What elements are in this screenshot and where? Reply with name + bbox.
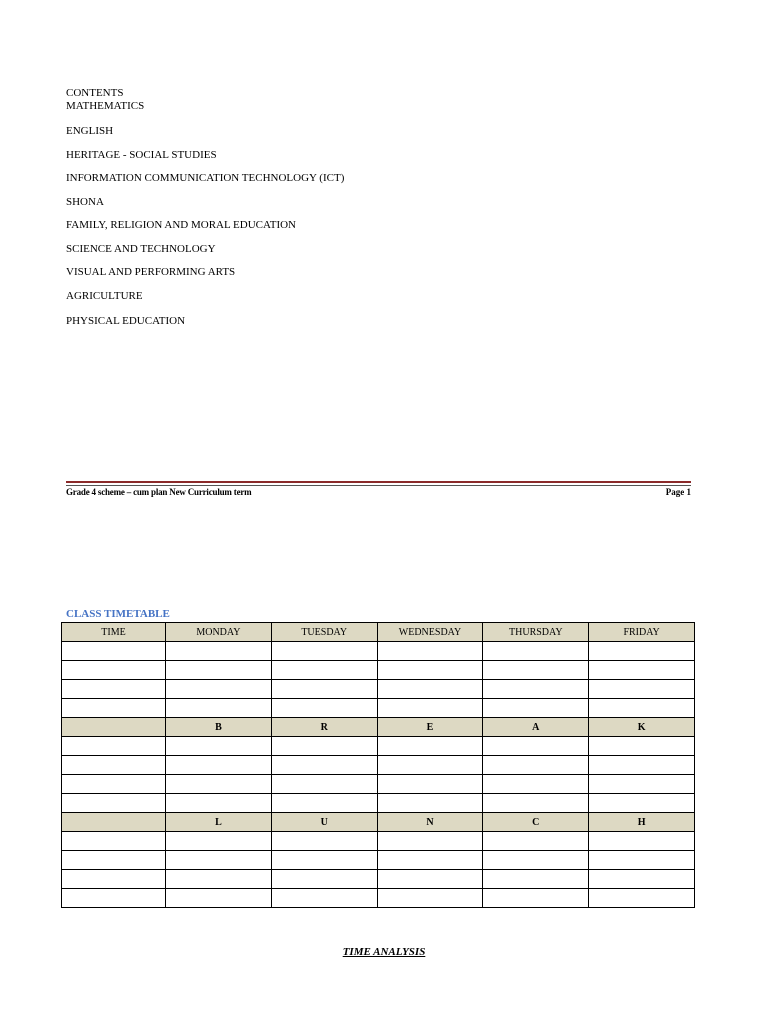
col-header-thursday: THURSDAY — [483, 623, 589, 642]
contents-item-physical-education: PHYSICAL EDUCATION — [66, 315, 186, 327]
footer-text: Grade 4 scheme – cum plan New Curriculum term — [66, 487, 252, 497]
table-cell — [62, 889, 166, 908]
table-cell — [377, 832, 483, 851]
table-cell — [62, 813, 166, 832]
table-cell — [271, 680, 377, 699]
contents-item-mathematics: MATHEMATICS — [66, 100, 145, 112]
table-cell — [589, 832, 695, 851]
lunch-letter: U — [271, 813, 377, 832]
contents-item-science: SCIENCE AND TECHNOLOGY — [66, 243, 216, 255]
lunch-letter: N — [377, 813, 483, 832]
table-cell — [271, 889, 377, 908]
table-cell — [271, 794, 377, 813]
table-row — [62, 889, 695, 908]
table-cell — [166, 756, 272, 775]
table-cell — [271, 642, 377, 661]
table-row — [62, 661, 695, 680]
table-cell — [377, 775, 483, 794]
lunch-letter: L — [166, 813, 272, 832]
contents-item-family-religion: FAMILY, RELIGION AND MORAL EDUCATION — [66, 219, 296, 231]
table-row — [62, 756, 695, 775]
table-row — [62, 832, 695, 851]
table-cell — [271, 870, 377, 889]
table-cell — [166, 832, 272, 851]
contents-item-agriculture: AGRICULTURE — [66, 290, 143, 302]
break-letter: A — [483, 718, 589, 737]
timetable-header-row — [62, 623, 695, 642]
break-letter: K — [589, 718, 695, 737]
table-cell — [589, 737, 695, 756]
table-cell — [589, 851, 695, 870]
table-cell — [377, 851, 483, 870]
table-cell — [589, 642, 695, 661]
table-cell — [166, 680, 272, 699]
table-cell — [62, 756, 166, 775]
table-cell — [166, 642, 272, 661]
col-header-tuesday: TUESDAY — [271, 623, 377, 642]
table-cell — [483, 737, 589, 756]
table-cell — [483, 889, 589, 908]
table-cell — [483, 642, 589, 661]
table-row — [62, 699, 695, 718]
table-cell — [62, 680, 166, 699]
table-cell — [166, 661, 272, 680]
table-cell — [271, 661, 377, 680]
table-cell — [271, 756, 377, 775]
col-header-wednesday: WEDNESDAY — [377, 623, 483, 642]
table-cell — [377, 642, 483, 661]
table-cell — [589, 680, 695, 699]
table-row — [62, 775, 695, 794]
table-cell — [166, 870, 272, 889]
break-letter: E — [377, 718, 483, 737]
table-cell — [271, 699, 377, 718]
timetable-heading: CLASS TIMETABLE — [66, 608, 170, 620]
table-cell — [62, 851, 166, 870]
table-cell — [166, 699, 272, 718]
table-row — [62, 794, 695, 813]
table-cell — [166, 737, 272, 756]
table-row — [62, 642, 695, 661]
footer-rule-thin — [66, 485, 691, 486]
table-cell — [589, 889, 695, 908]
contents-item-shona: SHONA — [66, 196, 104, 208]
table-cell — [483, 661, 589, 680]
table-row — [62, 870, 695, 889]
table-cell — [483, 870, 589, 889]
table-cell — [589, 661, 695, 680]
lunch-letter: H — [589, 813, 695, 832]
table-cell — [271, 775, 377, 794]
lunch-letter: C — [483, 813, 589, 832]
table-cell — [62, 775, 166, 794]
time-analysis-heading: TIME ANALYSIS — [342, 946, 426, 958]
break-row — [62, 718, 695, 737]
table-cell — [271, 832, 377, 851]
footer-rule — [66, 481, 691, 483]
table-row — [62, 737, 695, 756]
table-cell — [377, 889, 483, 908]
contents-item-heritage: HERITAGE - SOCIAL STUDIES — [66, 149, 217, 161]
contents-item-ict: INFORMATION COMMUNICATION TECHNOLOGY (ICT) — [66, 172, 345, 184]
break-letter: R — [271, 718, 377, 737]
table-cell — [166, 794, 272, 813]
table-cell — [589, 756, 695, 775]
table-cell — [271, 737, 377, 756]
table-cell — [589, 775, 695, 794]
table-cell — [377, 699, 483, 718]
table-cell — [62, 870, 166, 889]
table-cell — [377, 870, 483, 889]
lunch-row — [62, 813, 695, 832]
col-header-monday: MONDAY — [166, 623, 272, 642]
table-row — [62, 851, 695, 870]
table-cell — [62, 642, 166, 661]
table-cell — [483, 756, 589, 775]
table-cell — [62, 661, 166, 680]
table-cell — [62, 737, 166, 756]
table-cell — [483, 794, 589, 813]
table-cell — [589, 699, 695, 718]
class-timetable — [61, 622, 695, 908]
table-cell — [62, 699, 166, 718]
page-number: Page 1 — [665, 487, 691, 497]
table-cell — [483, 699, 589, 718]
table-cell — [589, 870, 695, 889]
table-cell — [483, 680, 589, 699]
table-cell — [483, 832, 589, 851]
table-cell — [483, 775, 589, 794]
col-header-friday: FRIDAY — [589, 623, 695, 642]
table-cell — [377, 756, 483, 775]
table-cell — [62, 718, 166, 737]
contents-heading: CONTENTS — [66, 87, 124, 99]
table-cell — [377, 661, 483, 680]
table-cell — [377, 794, 483, 813]
table-cell — [166, 889, 272, 908]
table-row — [62, 680, 695, 699]
table-cell — [483, 851, 589, 870]
table-cell — [62, 794, 166, 813]
table-cell — [166, 851, 272, 870]
col-header-time: TIME — [62, 623, 166, 642]
table-cell — [271, 851, 377, 870]
contents-list — [66, 87, 345, 327]
contents-item-english: ENGLISH — [66, 125, 114, 137]
table-cell — [377, 680, 483, 699]
break-letter: B — [166, 718, 272, 737]
table-cell — [589, 794, 695, 813]
table-cell — [377, 737, 483, 756]
contents-item-visual-arts: VISUAL AND PERFORMING ARTS — [66, 266, 236, 278]
table-cell — [166, 775, 272, 794]
table-cell — [62, 832, 166, 851]
